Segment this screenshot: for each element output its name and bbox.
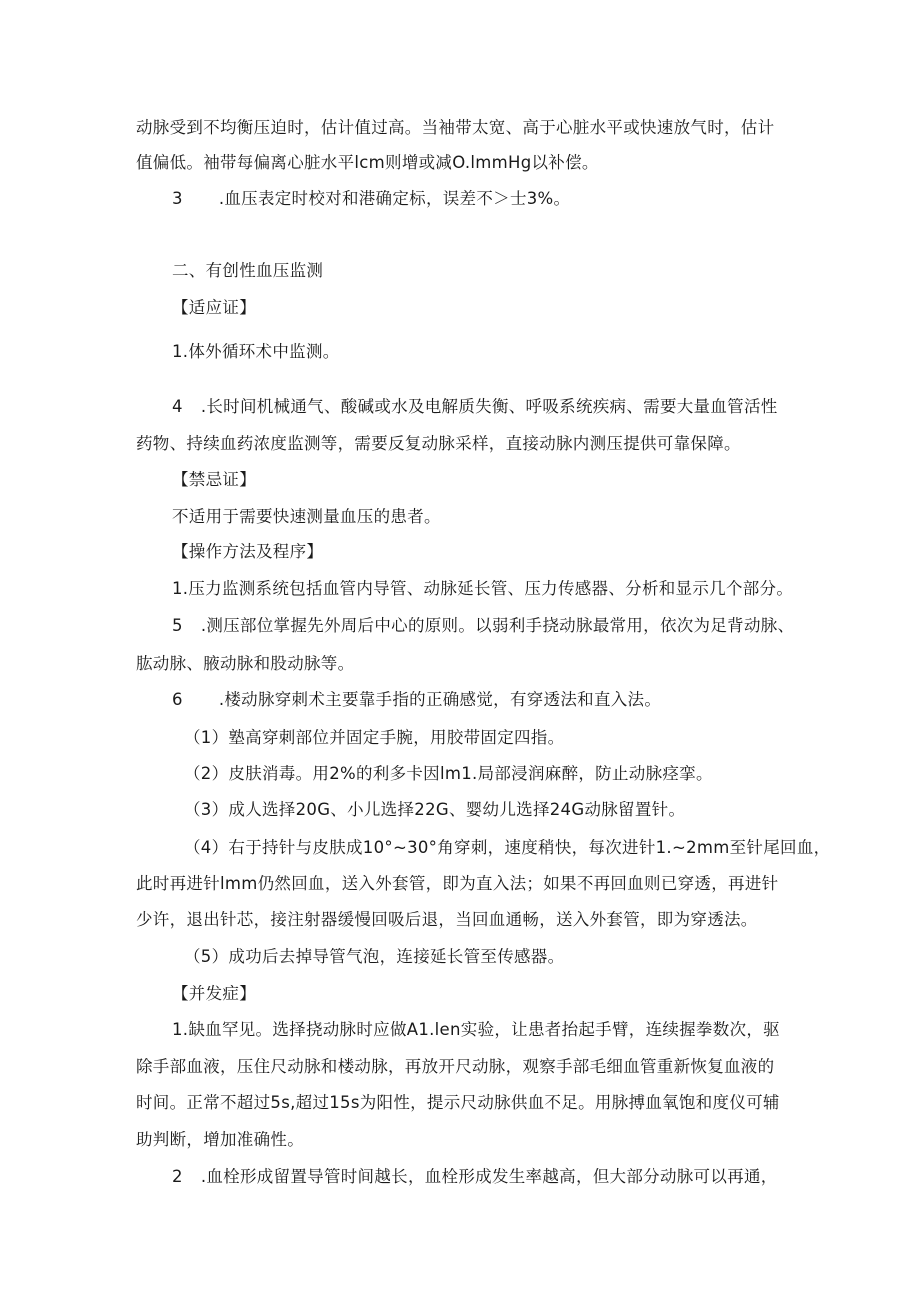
subheading-contraindication: 【禁忌证】 (172, 470, 256, 489)
paragraph-line: 动脉受到不均衡压迫时，估计值过高。当袖带太宽、高于心脏水平或快速放气时，估计 (136, 118, 775, 137)
paragraph-line: 时间。正常不超过5s,超过15s为阳性，提示尺动脉供血不足。用脉搏血氧饱和度仪可辅 (136, 1093, 780, 1112)
list-item-1: 1.压力监测系统包括血管内导管、动脉延长管、压力传感器、分析和显示几个部分。 (172, 579, 794, 598)
paragraph-line: 少许，退出针芯，接注射器缓慢回吸后退，当回血通畅，送入外套管，即为穿透法。 (136, 910, 758, 929)
list-number: 2 (172, 1167, 183, 1186)
subheading-complications: 【并发症】 (172, 984, 256, 1003)
list-item-1: 1.体外循环术中监测。 (172, 342, 340, 361)
paragraph-line: 除手部血液，压住尺动脉和楼动脉，再放开尺动脉，观察手部毛细血管重新恢复血液的 (136, 1057, 775, 1076)
step-5: （5）成功后去掉导管气泡，连接延长管至传感器。 (184, 947, 565, 966)
list-text: .血栓形成留置导管时间越长，血栓形成发生率越高，但大部分动脉可以再通， (200, 1167, 778, 1186)
list-item-1: 1.缺血罕见。选择挠动脉时应做A1.len实验，让患者抬起手臂，连续握拳数次，驱 (172, 1020, 780, 1039)
list-number: 6 (172, 690, 183, 709)
list-item-6 (172, 689, 661, 711)
subheading-method: 【操作方法及程序】 (172, 542, 324, 561)
section-heading: 二、有创性血压监测 (172, 261, 324, 280)
list-text: .楼动脉穿刺术主要靠手指的正确感觉，有穿透法和直入法。 (218, 690, 662, 709)
step-3: （3）成人选择20G、小儿选择22G、婴幼儿选择24G动脉留置针。 (184, 800, 686, 819)
list-item-3 (172, 188, 570, 210)
list-item-4 (172, 396, 778, 418)
list-item-2 (172, 1166, 778, 1188)
paragraph-line: 不适用于需要快速测量血压的患者。 (172, 507, 441, 526)
step-4: （4）右于持针与皮肤成10°~30°角穿刺，速度稍快，每次进针1.~2mm至针尾回血， (184, 838, 831, 857)
list-text: .血压表定时校对和港确定标，误差不＞士3%。 (218, 189, 571, 208)
list-text: .长时间机械通气、酸碱或水及电解质失衡、呼吸系统疾病、需要大量血管活性 (200, 397, 778, 416)
paragraph-line: 助判断，增加准确性。 (136, 1130, 304, 1149)
paragraph-line: 值偏低。袖带每偏离心脏水平lcm则增或减O.lmmHg以补偿。 (136, 153, 599, 172)
list-number: 5 (172, 616, 183, 635)
step-2: （2）皮肤消毒。用2%的利多卡因lm1.局部浸润麻醉，防止动脉痉挛。 (184, 764, 713, 783)
list-text: .测压部位掌握先外周后中心的原则。以弱利手挠动脉最常用，依次为足背动脉、 (200, 616, 795, 635)
paragraph-line: 此时再进针lmm仍然回血，送入外套管，即为直入法；如果不再回血则已穿透，再进针 (136, 874, 779, 893)
step-1: （1）塾高穿刺部位并固定手腕，用胶带固定四指。 (184, 728, 565, 747)
paragraph-line: 药物、持续血药浓度监测等，需要反复动脉采样，直接动脉内测压提供可靠保障。 (136, 434, 741, 453)
list-number: 4 (172, 397, 183, 416)
paragraph-line: 肱动脉、腋动脉和股动脉等。 (136, 654, 355, 673)
list-item-5 (172, 615, 794, 637)
list-number: 3 (172, 189, 183, 208)
subheading-indication: 【适应证】 (172, 298, 256, 317)
